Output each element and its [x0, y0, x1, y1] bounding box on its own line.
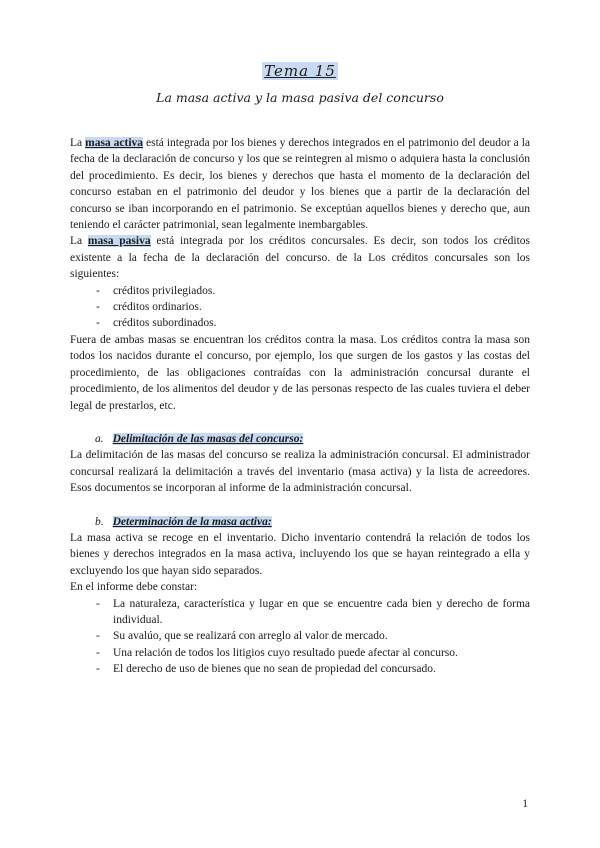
list-item: [96, 628, 530, 644]
dash-marker: -: [96, 646, 100, 659]
list-item: [96, 299, 530, 315]
list-item-text: Una relación de todos los litigios cuyo resultado puede afectar al concurso.: [113, 646, 458, 659]
list-item-text: La naturaleza, característica y lugar en que se encuentre cada bien y derecho de forma individual.: [113, 597, 530, 626]
dash-marker: -: [96, 284, 100, 297]
page-title: [70, 62, 530, 81]
section-a-heading: [95, 431, 530, 447]
term-masa-activa: masa activa: [85, 137, 144, 149]
section-b-letter: b.: [95, 515, 104, 528]
dash-marker: -: [96, 317, 100, 330]
section-b-title: Determinación de la masa activa:: [112, 515, 272, 528]
informe-requirements-list: [70, 596, 530, 678]
dash-marker: -: [96, 663, 100, 676]
dash-marker: -: [96, 630, 100, 643]
list-item: [96, 283, 530, 299]
page-number: 1: [522, 798, 528, 810]
section-b-paragraph: La masa activa se recoge en el inventario. Dicho inventario contendrá la relación de todos los bienes y derechos integrados en la masa activa, incluyendo los que se hayan reintegrado a ella y excluyendo los que hayan sido separados.: [70, 531, 530, 577]
page-subtitle: La masa activa y la masa pasiva del concurso: [156, 90, 444, 105]
list-item-text: Su avalúo, que se realizará con arreglo al valor de mercado.: [113, 630, 388, 643]
list-item-text: El derecho de uso de bienes que no sean de propiedad del concursado.: [113, 663, 436, 676]
credit-types-list: [70, 283, 530, 332]
paragraph-lead: La: [70, 137, 86, 149]
section-a-letter: a.: [95, 432, 104, 445]
list-item-text: créditos privilegiados.: [113, 284, 216, 297]
dash-marker: -: [96, 301, 100, 314]
paragraph-masa-activa: [70, 135, 530, 233]
section-a-paragraph: La delimitación de las masas del concurso se realiza la administración concursal. El administrador concursal realizará la delimitación a través del inventario (masa activa) y la lista de acreedores. Esos documentos se incorporan al informe de la administración concursal.: [70, 449, 530, 495]
list-item: [96, 315, 530, 331]
list-item: [96, 645, 530, 661]
section-b-heading: [95, 514, 530, 530]
paragraph-rest: está integrada por los bienes y derechos integrados en el patrimonio del deudor a la fecha de la declaración de concurso y los que se reintegren al mismo o adquiera hasta la conclusión del procedimiento. Es decir, los bienes y derechos que hasta el momento de la declaración del concurso estaban en el patrimonio del deudor y los bienes que a partir de la declaración del concurso se iban incorporando en el patrimonio. Se exceptúan aquellos bienes y derecho que, aun teniendo el carácter patrimonial, sean legalmente inembargables.: [70, 137, 530, 232]
dash-marker: -: [96, 597, 100, 610]
paragraph-rest: está integrada por los créditos concursales. Es decir, son todos los créditos existente a la fecha de la declaración del concurso. de la Los créditos concursales son los siguientes:: [70, 235, 530, 281]
paragraph-creditos-contra-masa: Fuera de ambas masas se encuentran los créditos contra la masa. Los créditos contra la masa son todos los nacidos durante el concurso, por ejemplo, los que surgen de los gastos y las costas del procedimiento, de las obligaciones contraídas con la administración concursal durante el procedimiento, de los alimentos del deudor y de las personas respecto de las cuales tuviera el deber legal de prestarlos, etc.: [70, 333, 530, 412]
list-item-text: créditos subordinados.: [113, 317, 217, 330]
list-item: [96, 596, 530, 629]
informe-list-intro: En el informe debe constar:: [70, 581, 198, 594]
list-item-text: créditos ordinarios.: [113, 301, 202, 314]
list-item: [96, 661, 530, 677]
paragraph-lead: La: [70, 235, 88, 248]
paragraph-masa-pasiva: [70, 233, 530, 282]
term-masa-pasiva: masa pasiva: [87, 235, 151, 248]
section-a-title: Delimitación de las masas del concurso:: [112, 432, 304, 445]
page-title-text: Tema 15: [264, 62, 336, 80]
